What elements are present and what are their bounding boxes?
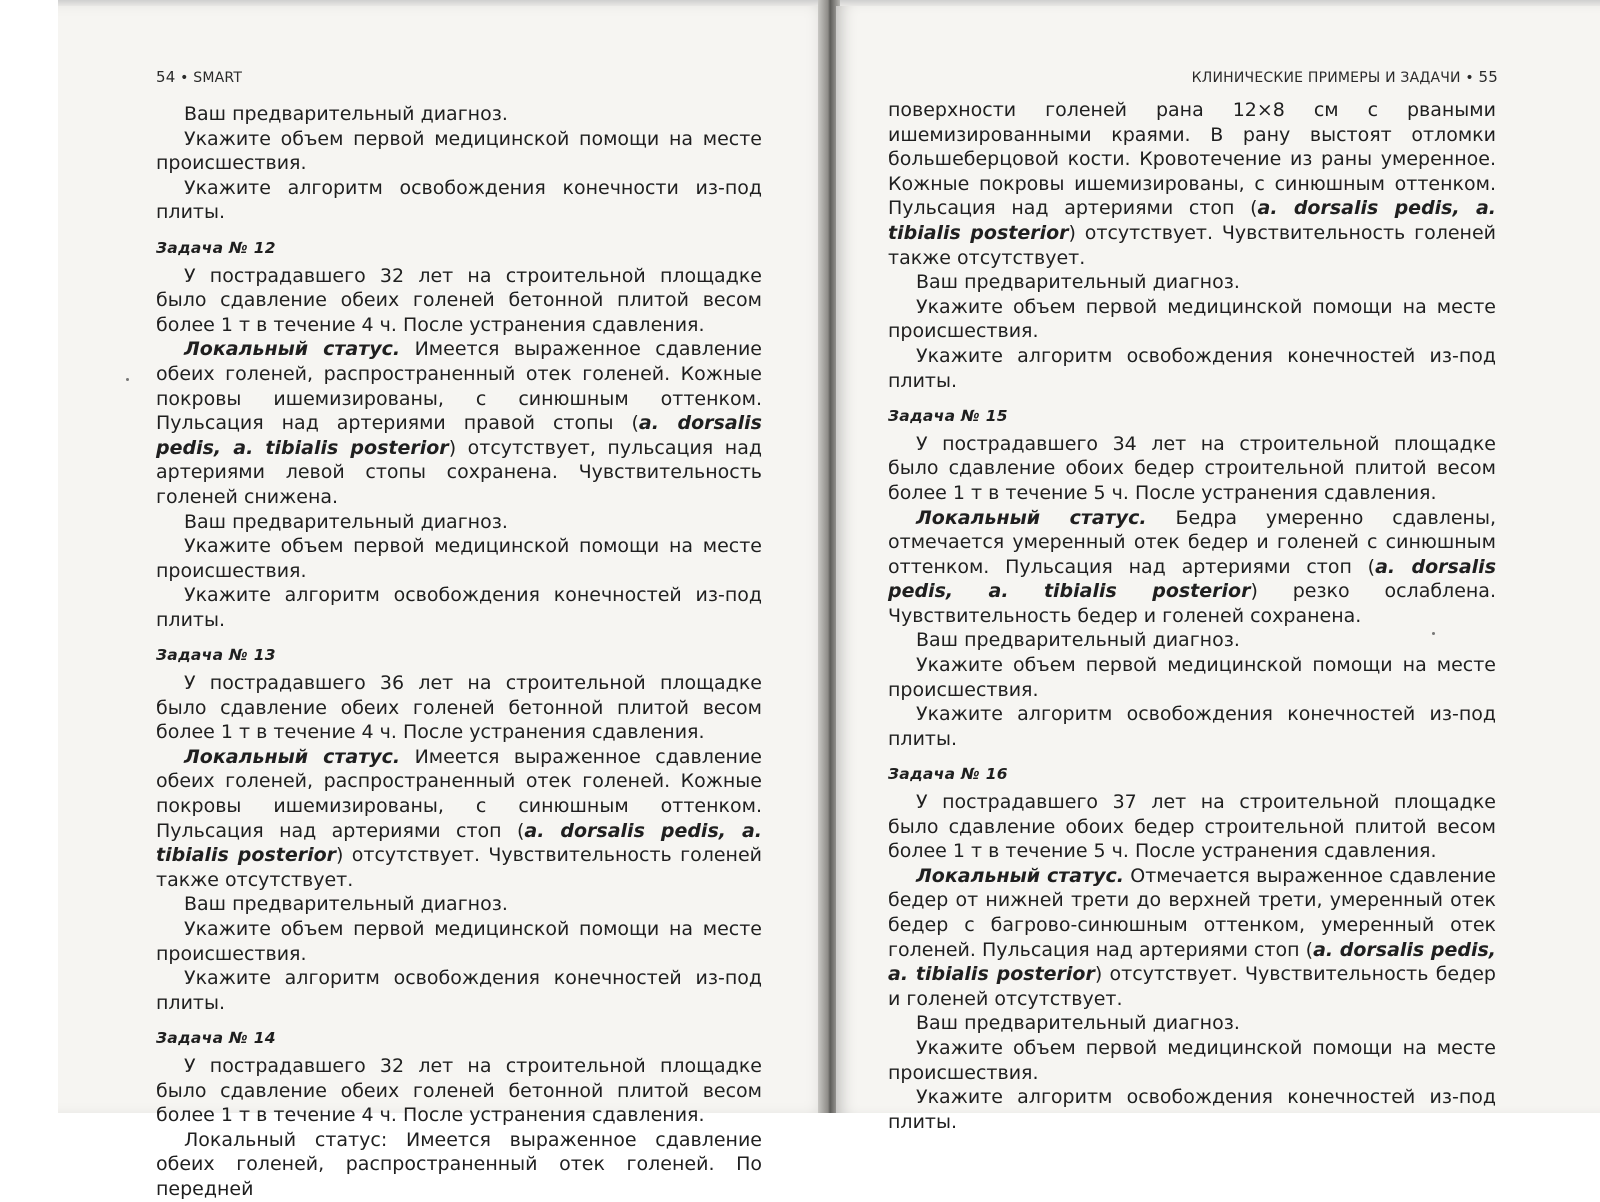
latin-arteries: a. dorsalis pedis, a. tibialis posterior [156,819,762,867]
latin-arteries: a. dorsalis pedis, a. tibialis posterior [888,555,1496,603]
task-14-continuation [888,98,1496,270]
task-14-heading: Задача № 14 [156,1029,276,1048]
left-header-separator: • [175,70,194,86]
right-page-number: 55 [1478,68,1498,86]
task-12-q-algorithm: Укажите алгоритм освобождения конечностей из-под плиты. [156,584,762,631]
task-16-local-status [888,864,1496,1012]
intro-algorithm: Укажите алгоритм освобождения конечности из-под плиты. [156,176,762,224]
intro-first-aid: Укажите объем первой медицинской помощи на месте происшествия. [156,127,762,175]
latin-arteries: a. dorsalis pedis, a. tibialis posterior [156,412,762,459]
local-status-label: Локальный статус. [184,745,401,768]
right-header-separator: • [1460,70,1479,86]
right-header-title: КЛИНИЧЕСКИЕ ПРИМЕРЫ И ЗАДАЧИ [1191,70,1461,86]
task-15-local-status [888,506,1496,629]
scan-speck [126,378,129,381]
status-text: ) отсутствует. Чувствительность бедер и голеней отсутствует. [888,963,1496,1010]
task-14-q-diagnosis: Ваш предварительный диагноз. [916,271,1240,294]
task-16-q-first-aid: Укажите объем первой медицинской помощи на месте происшествия. [888,1036,1496,1084]
status-text: Отмечается выраженное сдавление бедер от нижней трети до верхней трети, умеренный отек бедер с багрово-синюшным оттенком, умеренный отек голеней. Пульсация над артериями стоп ( [888,864,1496,961]
task-14-local-status: Локальный статус: Имеется выраженное сдавление обеих голеней, распространенный отек голеней. По передней [156,1128,762,1200]
task-13-q-diagnosis: Ваш предварительный диагноз. [184,893,508,916]
left-header-title: SMART [193,70,243,86]
left-running-header [156,68,242,86]
task-16-q-algorithm: Укажите алгоритм освобождения конечностей из-под плиты. [888,1086,1496,1133]
local-status-label: Локальный статус. [916,864,1124,887]
status-text: ) резко ослаблена. Чувствительность бедер и голеней сохранена. [888,580,1496,627]
task-12-q-diagnosis: Ваш предварительный диагноз. [184,510,508,533]
status-text: ) отсутствует, пульсация над артериями левой стопы сохранена. Чувствительность голеней снижена. [156,436,762,508]
latin-arteries: a. dorsalis pedis, a. tibialis posterior [888,938,1497,986]
status-text: Бедра умеренно сдавлены, отмечается умеренный отек бедер и голеней с синюшным оттенком. Пульсация над артериями стоп ( [888,506,1496,578]
task-14-description: У пострадавшего 32 лет на строительной площадке было сдавление обеих голеней бетонной плитой весом более 1 т в течение 4 ч. После устранения сдавления. [156,1054,762,1127]
task-16-description: У пострадавшего 37 лет на строительной площадке было сдавление обоих бедер строительной плитой весом более 1 т в течение 5 ч. После устранения сдавления. [888,791,1496,863]
task-16-heading: Задача № 16 [888,765,1008,784]
status-text: поверхности голеней рана 12×8 см с рваными ишемизированными краями. В рану выстоят отломки большеберцовой кости. Кровотечение из раны умеренное. Кожные покровы ишемизированы, с синюшным оттенком. Пульсация над артериями стоп ( [888,99,1496,220]
task-15-heading: Задача № 15 [888,407,1008,426]
task-12-q-first-aid: Укажите объем первой медицинской помощи на месте происшествия. [156,535,762,582]
status-text: Имеется выраженное сдавление обеих голеней, распространенный отек голеней. Кожные покровы ишемизированы, с синюшным оттенком. Пульсация над артериями правой стопы ( [156,338,762,435]
task-12-description: У пострадавшего 32 лет на строительной площадке было сдавление обеих голеней бетонной плитой весом более 1 т в течение 4 ч. После устранения сдавления. [156,264,762,336]
task-13-q-first-aid: Укажите объем первой медицинской помощи на месте происшествия. [156,918,762,965]
task-13-description: У пострадавшего 36 лет на строительной площадке было сдавление обеих голеней бетонной плитой весом более 1 т в течение 4 ч. После устранения сдавления. [156,672,762,744]
task-15-q-algorithm: Укажите алгоритм освобождения конечностей из-под плиты. [888,703,1496,750]
intro-diagnosis: Ваш предварительный диагноз. [184,103,508,125]
task-13-local-status [156,745,762,893]
right-running-header [1192,68,1498,86]
task-15-description: У пострадавшего 34 лет на строительной площадке было сдавление обоих бедер строительной плитой весом более 1 т в течение 5 ч. После устранения сдавления. [888,432,1496,504]
task-15-q-diagnosis: Ваш предварительный диагноз. [916,629,1240,652]
task-16-q-diagnosis: Ваш предварительный диагноз. [916,1012,1240,1035]
task-13-heading: Задача № 13 [156,646,276,665]
local-status-label: Локальный статус. [916,506,1147,529]
task-13-q-algorithm: Укажите алгоритм освобождения конечностей из-под плиты. [156,967,762,1014]
task-14-q-first-aid: Укажите объем первой медицинской помощи на месте происшествия. [888,295,1496,343]
right-text-column [888,98,1496,1134]
status-text: ) отсутствует. Чувствительность голеней также отсутствует. [888,221,1496,269]
left-page-number: 54 [156,68,176,86]
latin-arteries: a. dorsalis pedis, a. tibialis posterior [888,197,1496,244]
status-text: ) отсутствует. Чувствительность голеней также отсутствует. [156,844,762,891]
left-text-column [156,102,762,1202]
task-12-heading: Задача № 12 [156,238,276,257]
task-14-q-algorithm: Укажите алгоритм освобождения конечностей из-под плиты. [888,344,1496,392]
task-12-local-status [156,337,762,509]
task-15-q-first-aid: Укажите объем первой медицинской помощи на месте происшествия. [888,654,1496,701]
scan-speck [1432,632,1435,635]
local-status-label: Локальный статус. [184,338,401,361]
status-text: Имеется выраженное сдавление обеих голеней, распространенный отек голеней. Кожные покровы ишемизированы, с синюшным оттенком. Пульсация над артериями стоп ( [156,745,762,842]
